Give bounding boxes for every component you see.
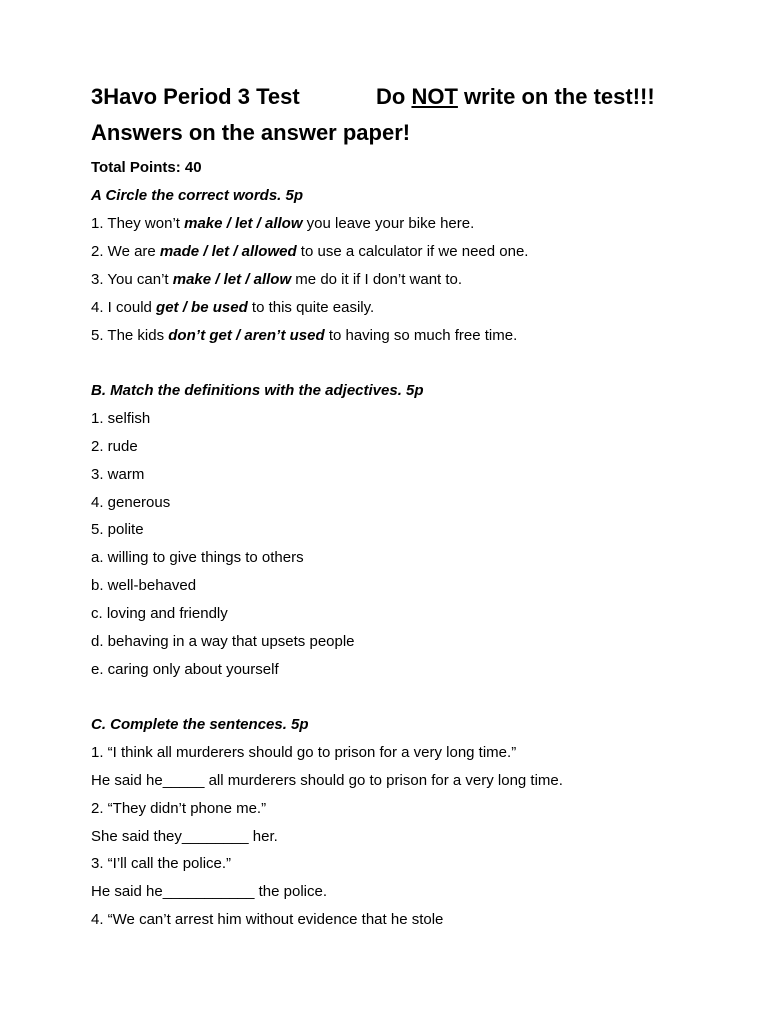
section-c-line: 1. “I think all murderers should go to prison for a very long time.” xyxy=(91,744,517,761)
answer-options: make / let / allow xyxy=(184,215,303,232)
definition-item: e. caring only about yourself xyxy=(91,661,279,678)
adjective-item: 1. selfish xyxy=(91,410,151,427)
section-c-line: She said they________ her. xyxy=(91,828,278,845)
answers-note: Answers on the answer paper! xyxy=(91,120,411,145)
answer-options: make / let / allow xyxy=(172,271,292,288)
section-c-line: 4. “We can’t arrest him without evidence that he stole xyxy=(91,911,444,928)
section-a-item: 1. They won’t make / let / allow you leave your bike here. xyxy=(91,215,475,232)
title-not: NOT xyxy=(411,84,458,109)
section-a-heading: A Circle the correct words. 5p xyxy=(91,187,304,204)
answer-options: don’t get / aren’t used xyxy=(168,327,325,344)
adjective-item: 2. rude xyxy=(91,438,138,455)
section-c-line: He said he_____ all murderers should go to prison for a very long time. xyxy=(91,772,563,789)
definition-item: b. well-behaved xyxy=(91,577,197,594)
section-a-item: 3. You can’t make / let / allow me do it if I don’t want to. xyxy=(91,271,463,288)
test-title xyxy=(91,84,655,110)
section-c-line: He said he___________ the police. xyxy=(91,883,328,900)
title-do: Do xyxy=(376,84,412,109)
section-a-item: 2. We are made / let / allowed to use a calculator if we need one. xyxy=(91,243,529,260)
answer-options: get / be used xyxy=(156,299,248,316)
section-b-heading: B. Match the definitions with the adjectives. 5p xyxy=(91,382,424,399)
adjective-item: 3. warm xyxy=(91,466,145,483)
definition-item: c. loving and friendly xyxy=(91,605,228,622)
definition-item: d. behaving in a way that upsets people xyxy=(91,633,355,650)
adjective-item: 4. generous xyxy=(91,494,171,511)
section-a-item: 4. I could get / be used to this quite easily. xyxy=(91,299,375,316)
definition-item: a. willing to give things to others xyxy=(91,549,304,566)
section-c-line: 3. “I’ll call the police.” xyxy=(91,855,232,872)
adjective-item: 5. polite xyxy=(91,521,144,538)
section-c-line: 2. “They didn’t phone me.” xyxy=(91,800,267,817)
total-points: Total Points: 40 xyxy=(91,159,202,176)
answer-options: made / let / allowed xyxy=(159,243,297,260)
section-c-heading: C. Complete the sentences. 5p xyxy=(91,716,309,733)
title-left: 3Havo Period 3 Test xyxy=(91,84,300,109)
section-a-item: 5. The kids don’t get / aren’t used to having so much free time. xyxy=(91,327,518,344)
title-rest: write on the test!!! xyxy=(457,84,655,109)
